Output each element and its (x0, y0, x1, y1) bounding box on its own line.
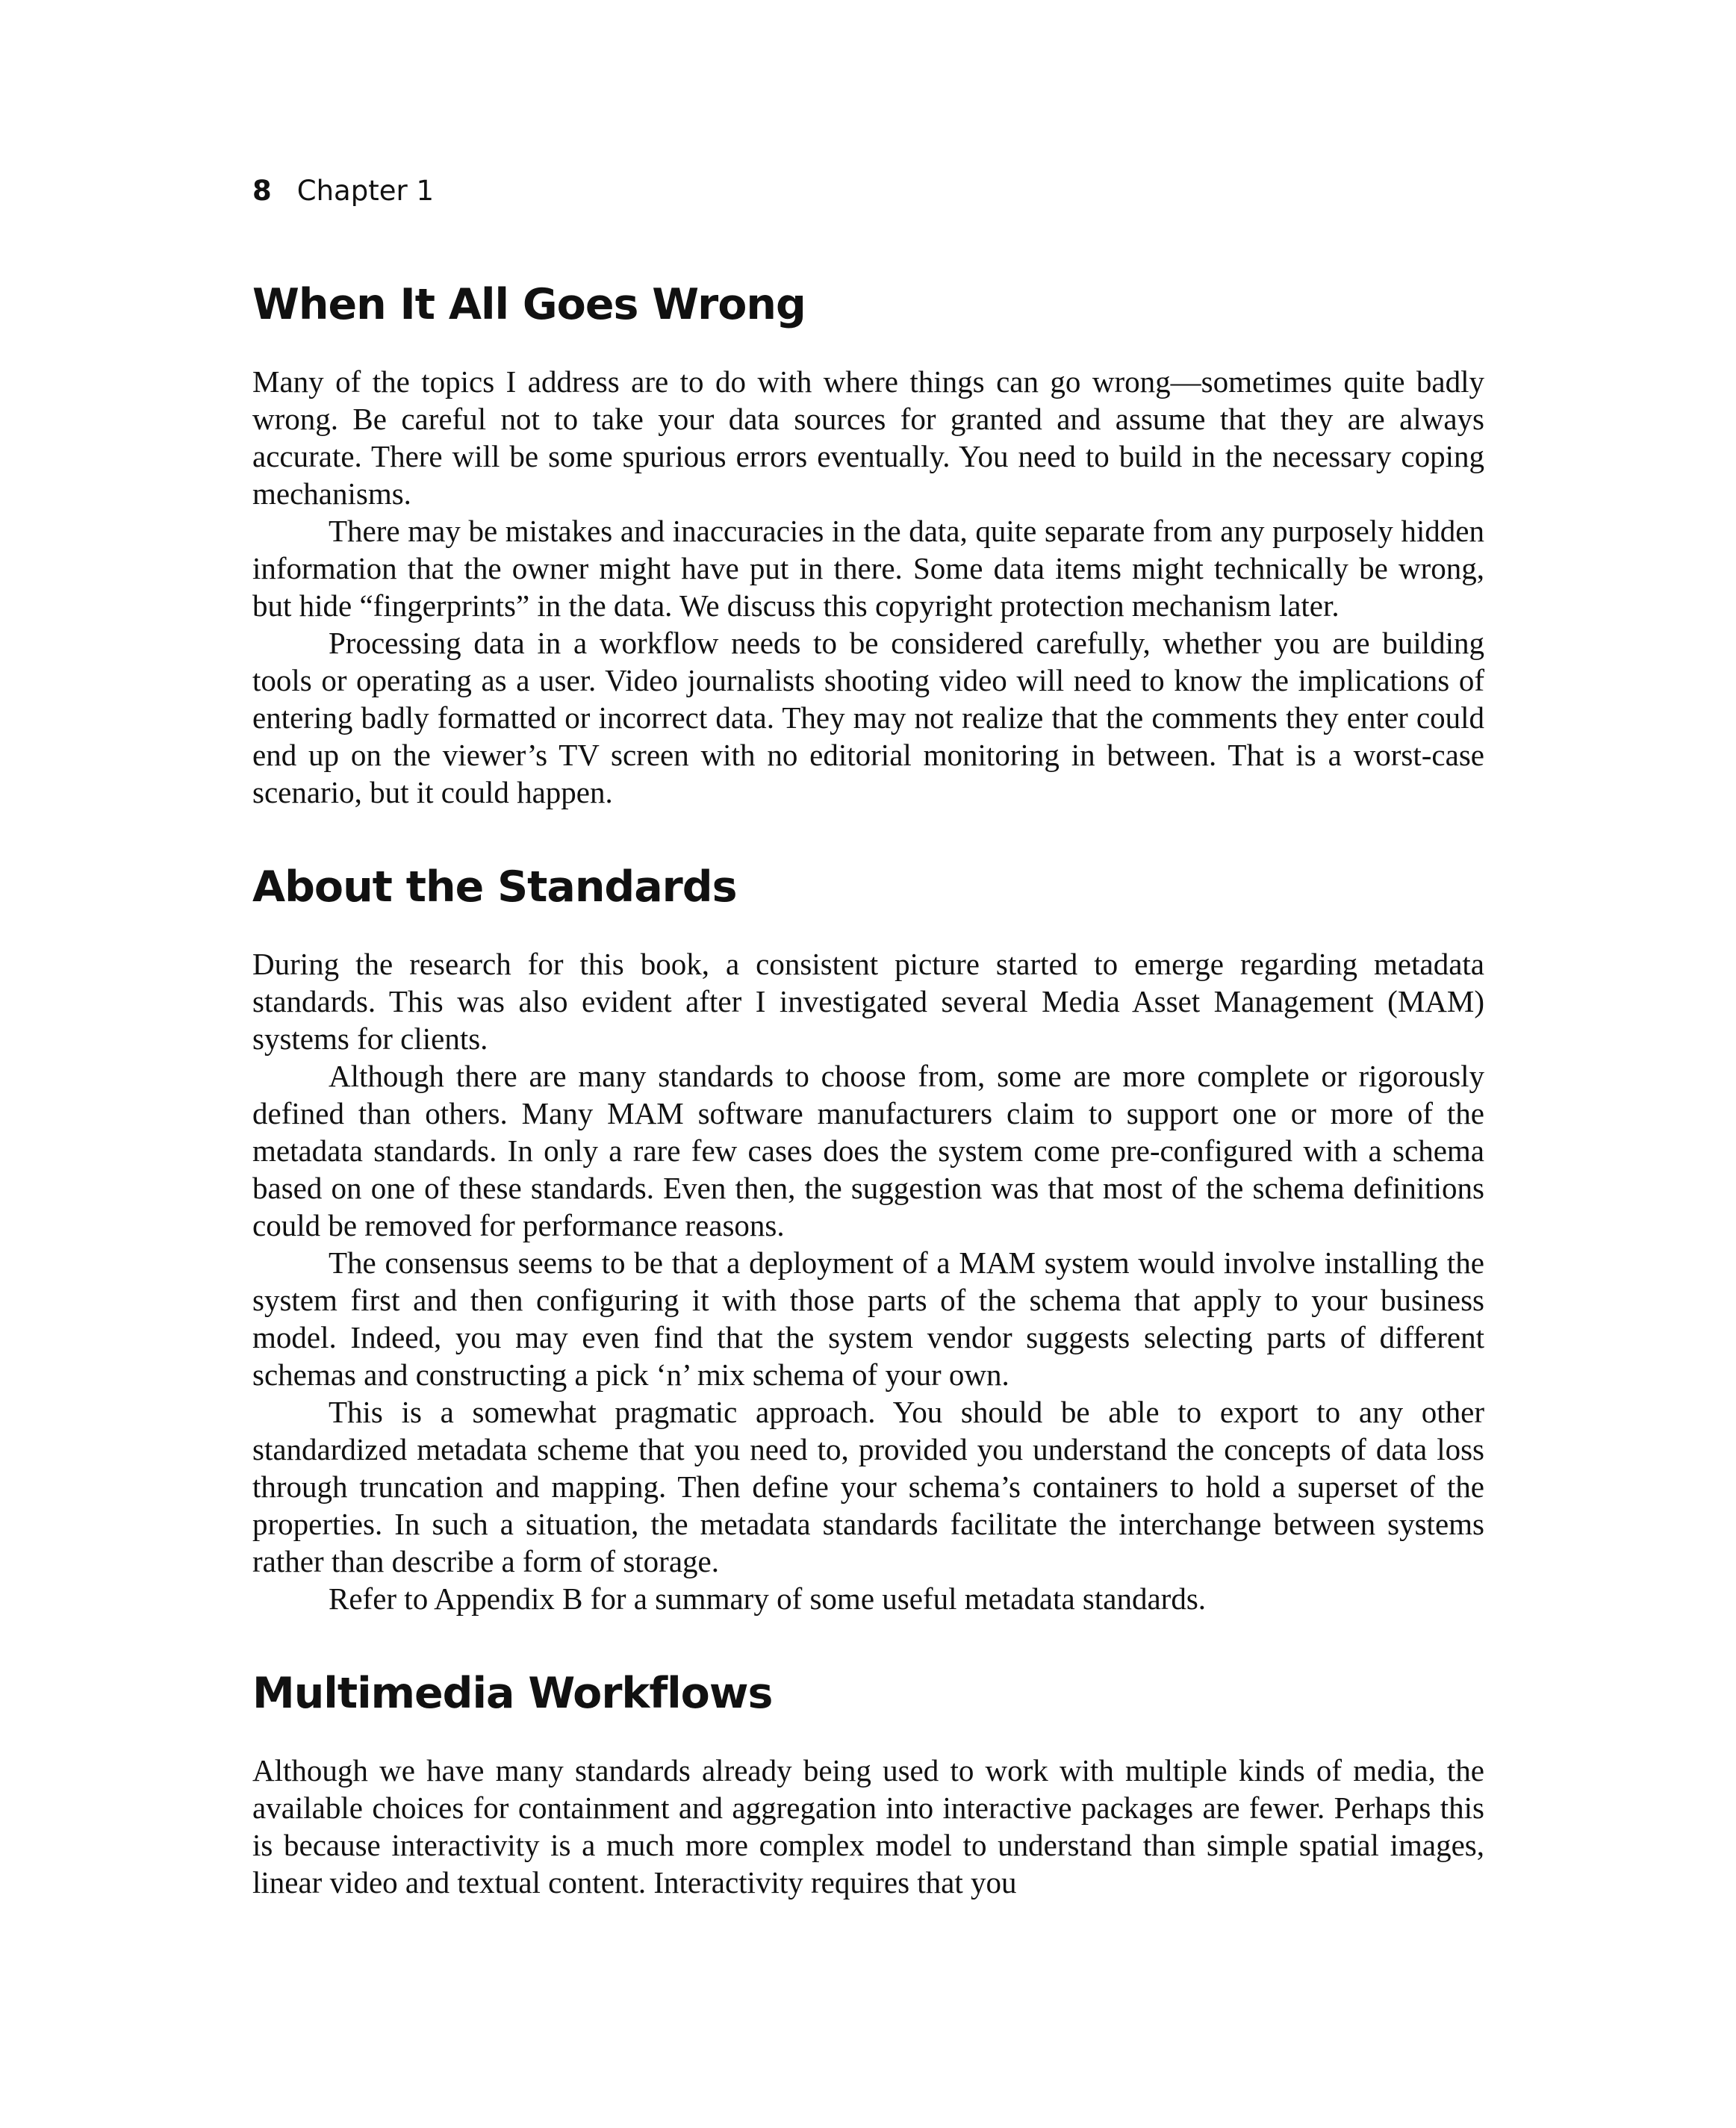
paragraph: Many of the topics I address are to do with where things can go wrong—sometimes quite badly wrong. Be careful not to take your data sources for granted and assume that they are always accurate. There will be some spurious errors eventually. You need to build in the necessary coping mechanisms. (252, 364, 1484, 511)
section-when-it-all-goes-wrong (252, 276, 1484, 811)
section-heading: When It All Goes Wrong (252, 280, 806, 329)
paragraph: This is a somewhat pragmatic approach. You should be able to export to any other standardized metadata scheme that you need to, provided you understand the concepts of data loss through truncation and mapping. Then define your schema’s containers to hold a superset of the properties. In such a situation, the metadata standards facilitate the interchange between systems rather than describe a form of storage. (252, 1395, 1484, 1578)
page-content (252, 276, 1484, 1901)
page-number: 8 (252, 175, 272, 207)
paragraph: Although we have many standards already being used to work with multiple kinds of media, the available choices for containment and aggregation into interactive packages are fewer. Perhaps this is because interactivity is a much more complex model to understand than simple spatial images, linear video and textual content. Interactivity requires that you (252, 1753, 1484, 1900)
section-about-the-standards (252, 859, 1484, 1617)
section-multimedia-workflows (252, 1665, 1484, 1901)
paragraph: Processing data in a workflow needs to be considered carefully, whether you are building tools or operating as a user. Video journalists shooting video will need to know the implications of entering badly formatted or incorrect data. They may not realize that the comments they enter could end up on the viewer’s TV screen with no editorial monitoring in between. That is a worst-case scenario, but it could happen. (252, 626, 1484, 809)
paragraph: There may be mistakes and inaccuracies in the data, quite separate from any purposely hidden information that the owner might have put in there. Some data items might technically be wrong, but hide “fingerprints” in the data. We discuss this copyright protection mechanism later. (252, 514, 1484, 623)
chapter-label: Chapter 1 (296, 175, 434, 207)
paragraph: The consensus seems to be that a deployment of a MAM system would involve installing the system first and then configuring it with those parts of the schema that apply to your business model. Indeed, you may even find that the system vendor suggests selecting parts of different schemas and constructing a pick ‘n’ mix schema of your own. (252, 1245, 1484, 1392)
section-heading: About the Standards (252, 862, 737, 912)
section-heading: Multimedia Workflows (252, 1669, 773, 1718)
running-head (252, 173, 434, 209)
paragraph: Although there are many standards to choose from, some are more complete or rigorously defined than others. Many MAM software manufacturers claim to support one or more of the metadata standards. In only a rare few cases does the system come pre-configured with a schema based on one of these standards. Even then, the suggestion was that most of the schema definitions could be removed for performance reasons. (252, 1059, 1484, 1242)
paragraph: Refer to Appendix B for a summary of some useful metadata standards. (329, 1581, 1207, 1616)
paragraph: During the research for this book, a consistent picture started to emerge regarding metadata standards. This was also evident after I investigated several Media Asset Management (MAM) systems for clients. (252, 947, 1484, 1056)
